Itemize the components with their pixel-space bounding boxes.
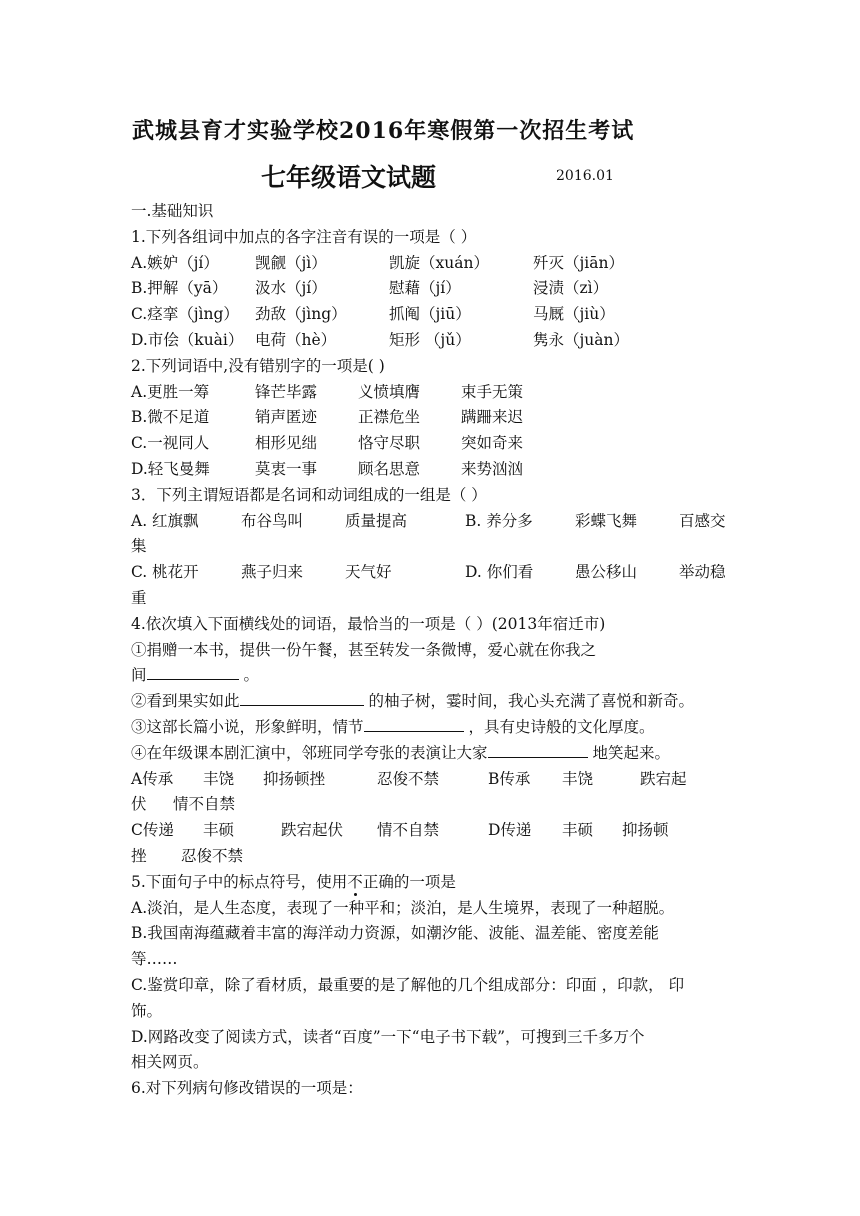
- exam-body: [131, 199, 731, 1102]
- option-item: 慰藉（jí）: [389, 279, 461, 298]
- question-4-option-cd-wrap: [131, 844, 731, 870]
- option-item: 伏: [131, 795, 147, 814]
- option-item: 百感交: [679, 511, 726, 530]
- option-item: 义愤填膺: [358, 382, 421, 401]
- option-item: C.一视同人: [131, 434, 210, 453]
- question-1-option-c: [131, 302, 731, 328]
- option-item: 正襟危坐: [358, 408, 421, 427]
- sentence-text: 的柚子树，霎时间，我心头充满了喜悦和新奇。: [368, 692, 694, 711]
- question-5-option-c: C.鉴赏印章，除了看材质，最重要的是了解他的几个组成部分：印面 ，印款， 印: [131, 975, 685, 994]
- question-3-option-cd: [131, 560, 731, 586]
- fill-blank: [364, 715, 464, 732]
- option-item: 凯旋（xuán）: [389, 253, 489, 272]
- option-item: D.市侩（kuài）: [131, 330, 244, 349]
- question-1-option-b: [131, 276, 731, 302]
- option-item: 质量提高: [345, 511, 408, 530]
- option-item: 劲敌（jìng）: [255, 305, 347, 324]
- option-item: 布谷鸟叫: [241, 511, 304, 530]
- option-item: 忍俊不禁: [377, 769, 440, 788]
- option-item: 丰饶: [562, 769, 594, 788]
- option-item: A. 红旗飘: [131, 511, 199, 530]
- option-item: 天气好: [345, 563, 392, 582]
- emphasis-char: 不: [347, 872, 363, 891]
- option-item: A.嫉妒（jí）: [131, 253, 219, 272]
- option-item: 举动稳: [679, 563, 726, 582]
- option-item: 浸渍（zì）: [533, 279, 609, 298]
- question-3-wrap-2: 重: [131, 588, 147, 607]
- question-5-option-d: D.网路改变了阅读方式，读者“百度”一下“电子书下载”，可搜到三千多万个: [131, 1027, 645, 1046]
- sentence-text: ③这部长篇小说，形象鲜明，情节: [131, 717, 364, 736]
- question-5-option-c-cont: 饰。: [131, 1001, 163, 1020]
- question-4-sentence-3: [131, 715, 731, 741]
- question-5-option-b: B.我国南海蕴藏着丰富的海洋动力资源，如潮汐能、波能、温差能、密度差能: [131, 924, 659, 943]
- sentence-text: 。: [243, 666, 259, 685]
- question-4-sentence-1-cont: [131, 663, 731, 689]
- sentence-text: 间: [131, 666, 147, 685]
- question-5-option-d-cont: 相关网页。: [131, 1053, 209, 1072]
- question-4-sentence-1: ①捐赠一本书，提供一份午餐，甚至转发一条微博，爱心就在你我之: [131, 640, 597, 659]
- option-item: 彩蝶飞舞: [575, 511, 638, 530]
- sentence-text: ②看到果实如此: [131, 692, 240, 711]
- option-item: 来势汹汹: [461, 459, 524, 478]
- question-6-stem: 6.对下列病句修改错误的一项是：: [131, 1079, 363, 1098]
- question-2-option-a: [131, 380, 731, 406]
- option-item: 情不自禁: [377, 821, 440, 840]
- option-item: 燕子归来: [241, 563, 304, 582]
- question-5-option-a: A.淡泊，是人生态度，表现了一种平和；淡泊，是人生境界，表现了一种超脱。: [131, 898, 675, 917]
- question-4-option-cd: [131, 818, 731, 844]
- option-item: B. 养分多: [465, 511, 533, 530]
- question-4-stem: 4.依次填入下面横线处的词语，最恰当的一项是（ ）(2013年宿迁市): [131, 614, 606, 633]
- option-item: 抑扬顿挫: [263, 769, 326, 788]
- option-item: 束手无策: [461, 382, 524, 401]
- option-item: 觊觎（jì）: [255, 253, 327, 272]
- option-item: 蹒跚来迟: [461, 408, 524, 427]
- exam-date: 2016.01: [556, 168, 614, 184]
- option-item: C.痉挛（jìng）: [131, 305, 239, 324]
- option-item: 跌宕起伏: [281, 821, 344, 840]
- question-5-stem: [131, 870, 731, 896]
- option-item: 锋芒毕露: [255, 382, 318, 401]
- option-item: 愚公移山: [575, 563, 638, 582]
- sentence-text: 地笑起来。: [592, 743, 670, 762]
- option-item: 丰硕: [562, 821, 594, 840]
- option-item: 莫衷一事: [255, 459, 318, 478]
- option-item: C. 桃花开: [131, 563, 199, 582]
- option-item: 丰饶: [203, 769, 235, 788]
- option-item: 马厩（jiù）: [533, 305, 615, 324]
- option-item: 突如奇来: [461, 434, 524, 453]
- question-4-option-ab-wrap: [131, 792, 731, 818]
- option-item: 抓阄（jiū）: [389, 305, 471, 324]
- option-item: 丰硕: [203, 821, 235, 840]
- option-item: 歼灭（jiān）: [533, 253, 624, 272]
- option-item: B传承: [488, 769, 531, 788]
- option-item: D. 你们看: [465, 563, 534, 582]
- exam-title: 七年级语文试题: [261, 163, 437, 192]
- question-2-option-c: [131, 431, 731, 457]
- option-item: 销声匿迹: [255, 408, 318, 427]
- sentence-text: ④在年级课本剧汇演中，邻班同学夸张的表演让大家: [131, 743, 488, 762]
- sentence-text: ，具有史诗般的文化厚度。: [468, 717, 655, 736]
- option-item: 抑扬顿: [622, 821, 669, 840]
- option-item: D传递: [488, 821, 532, 840]
- option-item: D.轻飞曼舞: [131, 459, 210, 478]
- option-item: 恪守尽职: [358, 434, 421, 453]
- option-item: B.微不足道: [131, 408, 210, 427]
- option-item: B.押解（yā）: [131, 279, 228, 298]
- option-item: 忍俊不禁: [181, 846, 244, 865]
- option-item: C传递: [131, 821, 174, 840]
- stem-text: 5.下面句子中的标点符号，使用: [131, 872, 348, 891]
- question-2-option-b: [131, 405, 731, 431]
- question-4-sentence-2: [131, 689, 731, 715]
- option-item: 跌宕起: [640, 769, 687, 788]
- question-1-option-d: [131, 328, 731, 354]
- school-title: 武城县育才实验学校2016年寒假第一次招生考试: [132, 118, 635, 144]
- section-heading: 一.基础知识: [131, 202, 214, 220]
- fill-blank: [488, 741, 588, 758]
- question-2-stem: 2.下列词语中,没有错别字的一项是( ): [131, 356, 385, 375]
- question-3-stem: 3．下列主谓短语都是名词和动词组成的一组是（ ）: [131, 485, 487, 504]
- option-item: 相形见绌: [255, 434, 318, 453]
- option-item: 隽永（juàn）: [533, 330, 630, 349]
- question-1-stem: 1.下列各组词中加点的各字注音有误的一项是（ ）: [131, 227, 477, 246]
- question-5-option-b-cont: 等……: [131, 950, 178, 969]
- question-4-option-ab: [131, 767, 731, 793]
- question-1-option-a: [131, 251, 731, 277]
- option-item: 电荷（hè）: [255, 330, 337, 349]
- option-item: 矩形 （jǔ）: [389, 330, 471, 349]
- question-4-sentence-4: [131, 741, 731, 767]
- option-item: 顾名思意: [358, 459, 421, 478]
- option-item: 挫: [131, 846, 147, 865]
- question-3-wrap-1: 集: [131, 537, 147, 556]
- fill-blank: [240, 689, 364, 706]
- fill-blank: [147, 663, 239, 680]
- option-item: A.更胜一筹: [131, 382, 210, 401]
- option-item: 情不自禁: [173, 795, 236, 814]
- question-2-option-d: [131, 457, 731, 483]
- option-item: 汲水（jí）: [255, 279, 327, 298]
- stem-text: 正确的一项是: [362, 872, 456, 891]
- option-item: A传承: [131, 769, 174, 788]
- question-3-option-ab: [131, 509, 731, 535]
